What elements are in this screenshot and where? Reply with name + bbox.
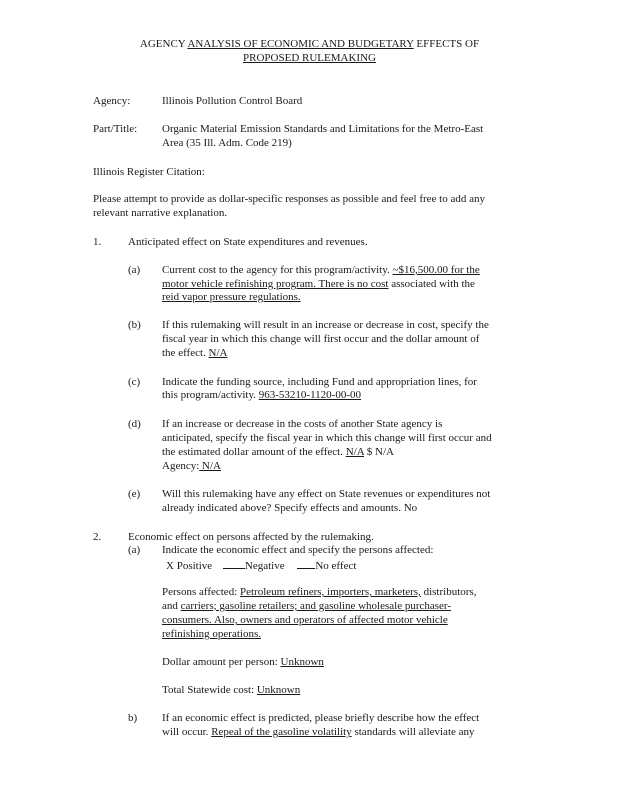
item1d-line3-text: the estimated dollar amount of the effect. <box>162 446 346 458</box>
dollar-per-person-value: Unknown <box>280 656 324 668</box>
section1-number: 1. <box>93 236 102 248</box>
persons-affected-line2-underlined: carriers; gasoline retailers; and gasoline wholesale purchaser- <box>180 600 452 612</box>
item2b-line2-underlined: Repeal of the gasoline volatility <box>211 726 352 738</box>
item1e-line1: Will this rulemaking have any effect on State revenues or expenditures not <box>162 488 491 500</box>
item1c-marker: (c) <box>128 376 141 388</box>
document-title-line1 <box>0 38 619 51</box>
persons-affected-line1-rest: distributors, <box>420 586 477 598</box>
total-statewide-cost-label: Total Statewide cost: <box>162 684 257 696</box>
persons-affected-line4: refinishing operations. <box>162 628 261 640</box>
item2a-effect-options <box>166 558 356 573</box>
item1b-line3-text: the effect. <box>162 347 209 359</box>
item1b-line1: If this rulemaking will result in an increase or decrease in cost, specify the <box>162 319 489 331</box>
item2a-line1: Indicate the economic effect and specify the persons affected: <box>162 544 434 556</box>
item1d-line3-value1: N/A <box>345 446 365 458</box>
dollar-per-person-label: Dollar amount per person: <box>162 656 281 668</box>
section2-heading: Economic effect on persons affected by the rulemaking. <box>128 531 374 543</box>
item1d-line4 <box>162 460 221 473</box>
agency-label: Agency: <box>93 95 131 107</box>
title-prefix: AGENCY <box>139 38 188 50</box>
item1d-line3-dollar: $ <box>364 446 376 458</box>
item2b-line2 <box>162 726 475 739</box>
item1a-line2 <box>162 278 475 291</box>
part-title-line1: Organic Material Emission Standards and Limitations for the Metro-East <box>162 123 484 135</box>
persons-affected-line2 <box>162 600 451 613</box>
title-underlined: ANALYSIS OF ECONOMIC AND BUDGETARY <box>187 38 414 50</box>
item1e-marker: (e) <box>128 488 141 500</box>
item1d-line2: anticipated, specify the fiscal year in which this change will first occur and <box>162 432 492 444</box>
item1c-line2 <box>162 389 361 402</box>
item1d-line4-text: Agency: <box>162 460 200 472</box>
item1a-line2-underlined: motor vehicle refinishing program. There is no cost <box>162 278 389 290</box>
item1a-line1-underlined: ~$16,500.00 for the <box>392 264 480 276</box>
item1b-line2: fiscal year in which this change will first occur and the dollar amount of <box>162 333 480 345</box>
positive-option: Positive <box>173 560 213 572</box>
agency-value: Illinois Pollution Control Board <box>162 95 303 107</box>
item1e-line2: already indicated above? Specify effects and amounts. No <box>162 502 418 514</box>
no-effect-option: No effect <box>315 560 357 572</box>
negative-blank <box>223 558 245 569</box>
item1a-marker: (a) <box>128 264 141 276</box>
section1-heading: Anticipated effect on State expenditures and revenues. <box>128 236 368 248</box>
item2b-marker: b) <box>128 712 138 724</box>
register-citation: Illinois Register Citation: <box>93 166 205 178</box>
total-statewide-cost-value: Unknown <box>256 684 301 696</box>
intro-line1: Please attempt to provide as dollar-specific responses as possible and feel free to add any <box>93 193 485 205</box>
item1a-line1-text: Current cost to the agency for this program/activity. <box>162 264 393 276</box>
persons-affected-line3: consumers. Also, owners and operators of affected motor vehicle <box>162 614 448 626</box>
part-title-label: Part/Title: <box>93 123 138 135</box>
section2-number: 2. <box>93 531 102 543</box>
item2a-marker: (a) <box>128 544 141 556</box>
item1b-line3 <box>162 347 227 360</box>
item1a-line3: reid vapor pressure regulations. <box>162 291 301 303</box>
positive-checkmark: X <box>166 560 174 572</box>
item1d-line4-underlined: N/A <box>199 460 221 472</box>
total-statewide-cost <box>162 684 300 697</box>
persons-affected-line2-pre: and <box>162 600 181 612</box>
item1d-marker: (d) <box>128 418 141 430</box>
item1a-line1 <box>162 264 480 277</box>
item1d-line3 <box>162 446 394 459</box>
item2b-line2-text: will occur. <box>162 726 212 738</box>
persons-affected-line1 <box>162 586 476 599</box>
dollar-per-person <box>162 656 324 669</box>
negative-option: Negative <box>244 560 285 572</box>
item1b-line3-underlined: N/A <box>208 347 228 359</box>
item1c-line1: Indicate the funding source, including Fund and appropriation lines, for <box>162 376 477 388</box>
item1c-line2-text: this program/activity. <box>162 389 259 401</box>
title-suffix: EFFECTS OF <box>413 38 480 50</box>
item1c-line2-underlined: 963-53210-1120-00-00 <box>258 389 361 401</box>
item2b-line2-rest: standards will alleviate any <box>351 726 475 738</box>
item1d-line1: If an increase or decrease in the costs of another State agency is <box>162 418 443 430</box>
item1b-marker: (b) <box>128 319 141 331</box>
no-effect-blank <box>297 558 315 569</box>
item1a-line2-text: associated with the <box>388 278 475 290</box>
document-title-line2: PROPOSED RULEMAKING <box>243 52 376 64</box>
persons-affected-line1-underlined: Petroleum refiners, importers, marketers, <box>240 586 421 598</box>
part-title-line2: Area (35 Ill. Adm. Code 219) <box>162 137 292 149</box>
persons-affected-label: Persons affected: <box>162 586 240 598</box>
item1d-line3-value2: N/A <box>375 446 394 458</box>
item2b-line1: If an economic effect is predicted, please briefly describe how the effect <box>162 712 480 724</box>
intro-line2: relevant narrative explanation. <box>93 207 228 219</box>
